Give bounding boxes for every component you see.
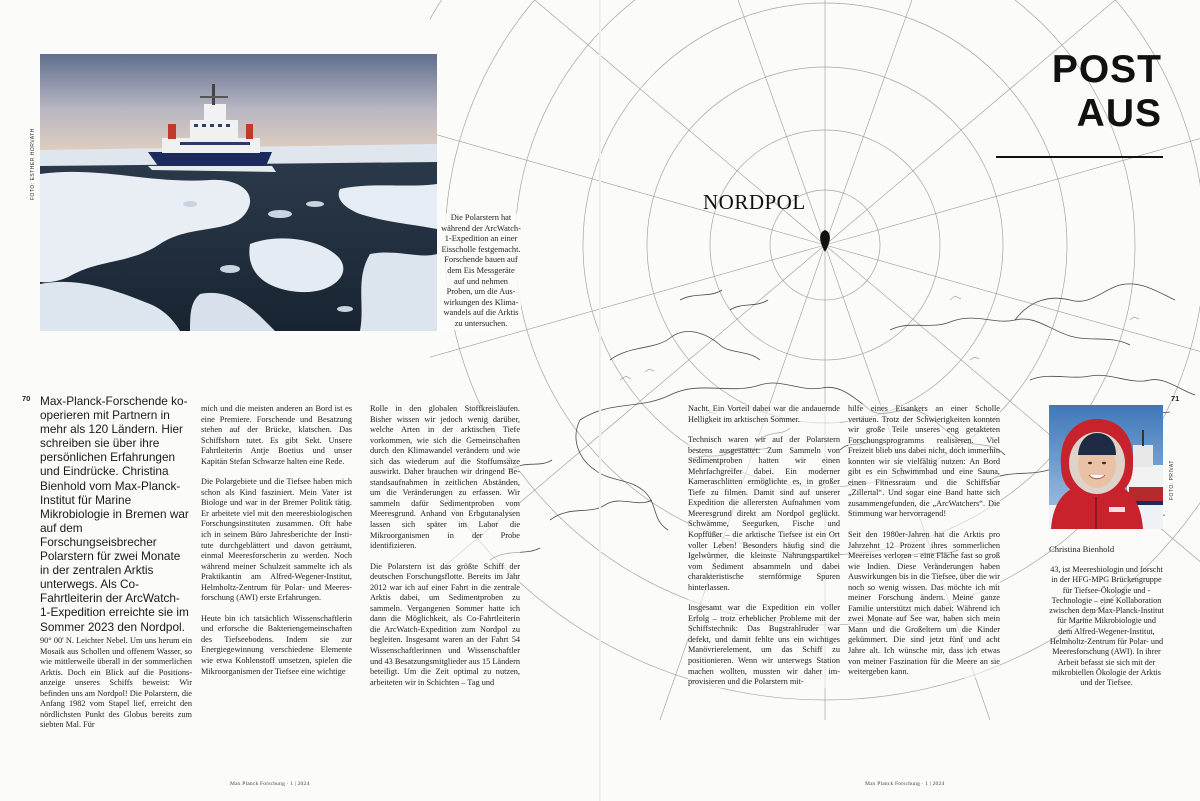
polarstern-photo	[40, 54, 437, 331]
paragraph: mich und die meisten anderen an Bord ist es eine Premiere. Forschende und Besatzung stehen auf der Brücke, klatschen. Das Schiffshorn tutet. Es gibt Sekt. Unsere Fahrtleiterin Antje Boetius und unser Kapitän Stefan Schwarze halten eine Rede.	[201, 404, 352, 466]
title-line-2: AUS	[1076, 92, 1162, 135]
text-column-3	[370, 404, 520, 688]
author-portrait	[1049, 405, 1163, 529]
paragraph: 90° 00' N. Leichter Nebel. Um uns herum ein Mosaik aus Schollen und offenem Wasser, so wie mittlerweile überall in der sommerlichen Arktis. Doch ein Blick auf die Positionsanzeige unseres Schiffs beweist: Wir befinden uns am Nordpol! Die Polarstern, die Anfang 1982 vom Stapel lief, erreicht den nördlichsten Punkt des Globus bereits zum siebten Mal. Für	[40, 636, 192, 730]
title-line-1: POST	[1051, 48, 1162, 91]
intro-text: Max-Planck-Forschende kooperieren mit Partnern in mehr als 120 Ländern. Hier schreiben sie über ihre persönlichen Erfahrungen und Eindrücke. Christina Bienhold vom Max-Planck-Institut für Marine Mikrobiologie in Bremen war auf dem Forschungseisbrecher Polarstern für zwei Monate in der zentralen Arktis unterwegs. Als Co-Fahrtleiterin der ArcWatch-1-Expedition erreichte sie im Sommer 2023 den Nordpol.	[40, 394, 189, 634]
page-title	[1052, 48, 1162, 136]
paragraph: Seit den 1980er-Jahren hat die Arktis pro Jahrzehnt 12 Prozent ihres sommerlichen Meereises verloren – eine Fläche fast so groß wie Indien. Diese Veränderungen haben Auswirkungen bis in die Tiefsee, über die wir noch so wenig wissen. Das möchte ich mit meiner Forschung ändern. Meine ganze Familie unterstützt mich dabei: Während ich zwei Monate auf See war, haben sich mein Mann und die Großeltern um die Kinder gekümmert. Die sind jetzt fünf und acht Jahre alt. Ich wünsche mir, dass ich etwas von meiner Faszination für die Meere an sie weitergeben kann.	[848, 530, 1000, 677]
page-number-left: 70	[22, 394, 31, 403]
text-column-1	[40, 636, 192, 731]
portrait-name: Christina Bienhold	[1049, 544, 1115, 554]
photo-credit-left: FOTO: ESTHER HORVATH	[30, 128, 36, 200]
paragraph: Rolle in den globalen Stoffkreisläufen. Bisher wissen wir jedoch wenig darüber, welche Arten in der arktischen Tiefe vorkommen, wie sich die Gemeinschaften durch den Klimawandel verändern und wie sich das wiederum auf die Stoffumsätze auswirkt. Daher brauchen wir dringend Bestandsaufnahmen in zeitlichen Abständen, um die Veränderungen zu erfassen. Wir sammeln dafür Sedimentproben vom Meeresgrund. Anhand von Erbgutanalysen lassen sich später im Labor die Mikroorganismen in der Probe identifizieren.	[370, 404, 520, 551]
paragraph: Heute bin ich tatsächlich Wissenschaftlerin und erforsche die Bakteriengemeinschaften des Tiefseebodens. Indem sie zur Energiegewinnung verschiedene Elemente wie etwa Kohlenstoff umsetzen, spielen die Mikroorganismen der Tiefsee eine wichtige	[201, 613, 352, 676]
paragraph: hilfe eines Eisankers an einer Scholle vertäuen. Trotz der Schwierigkeiten konnten wir große Teile unseres eng getakteten Forschungsprogramms realisieren. Viel Freizeit blieb uns dabei nicht, doch immerhin konnten wir sie vielfältig nutzen: An Bord gibt es ein Schwimmbad und eine Sauna, einen Fitnessraum und die Schiffsbar „Zillertal“. Und sogar eine Band hatte sich zusammengefunden, die „ArcWatchers“. Die Stimmung war hervorragend!	[848, 404, 1000, 519]
north-pole-label: NORDPOL	[703, 190, 806, 214]
text-column-2	[201, 404, 352, 677]
paragraph: Die Polargebiete und die Tiefsee haben mich schon als Kind fasziniert. Mein Vater ist Biologe und war in der Bremer Politik tätig. Er arbeitete viel mit den meeresbiologischen Forschungsinstituten zusammen. Oft habe ich in seinem Büro Jahresberichte der Institute durchgeblättert und davon geträumt, einmal Meeresforscherin zu werden. Noch während meiner Schulzeit sammelte ich als Praktikantin am Alfred-Wegener-Institut, Helmholtz-Zentrum für Polar- und Meeresforschung (AWI) erste Erfahrungen.	[201, 477, 352, 603]
title-rule	[996, 156, 1163, 158]
footer-left: Max Planck Forschung · 1 | 2024	[230, 781, 310, 787]
author-bio: 43, ist Meeresbiologin und forscht in der HFG-MPG Brückengruppe für Tiefsee-Ökologie und -Technologie – eine Kollaboration zwischen dem Max-Planck-Institut für Marine Mikrobiologie und dem Alfred-Wegener-Institut, Helmholtz-Zentrum für Polar- und Meeresforschung (AWI). In ihrer Arbeit befasst sie sich mit der mikrobiellen Ökologie der Arktis und der Tiefsee.	[1049, 565, 1164, 688]
paragraph: Insgesamt war die Expedition ein voller Erfolg – trotz erheblicher Probleme mit der Schiffstechnik: Das Bugstrahlruder war defekt, und damit fehlte uns ein wichtiges Manövrierelement, um das Schiff zu positionieren. Wenn wir unterwegs Station machen wollten, mussten wir daher improvisieren und die Polarstern mit-	[688, 603, 840, 687]
paragraph: Technisch waren wir auf der Polarstern bestens ausgestattet: Zum Sammeln von Sedimentproben hatten wir einen Mehrfachgreifer dabei. Ein moderner Kameraschlitten ermöglichte es, in großer Tiefe zu filmen. Damit sind auf unserer Expedition die allerersten Aufnahmen vom Meeresgrund direkt am Nordpol geglückt. Schwämme, Seegurken, Fische und Kopffüßer – die arktische Tiefsee ist ein Ort voller Leben! Besonders häufig sind die Igelwürmer, die kleinste Nahrungspartikel vom Sediment absammeln und dabei charakteristische sternförmige Spuren hinterlassen.	[688, 435, 840, 592]
text-column-5	[848, 404, 1000, 678]
north-pole-pin	[820, 230, 830, 252]
text-column-4	[688, 404, 840, 688]
page-gutter	[599, 0, 601, 801]
paragraph: Die Polarstern ist das größte Schiff der deutschen Forschungsflotte. Bereits im Jahr 2012 war ich auf einer Fahrt in die zentrale Arktis dabei, um Sedimentproben zu sammeln. Vergangenen Sommer hatte ich dann die Möglichkeit, als Co-Fahrtleiterin die ArcWatch-Expedition zum Nordpol zu begleiten. Insgesamt waren an der Fahrt 54 Wissenschaftlerinnen und Wissenschaftler und 43 Besatzungsmitglieder aus 15 Ländern beteiligt. Um die Zeit optimal zu nutzen, arbeiteten wir in Schichten – Tag und	[370, 561, 521, 687]
footer-right: Max Planck Forschung · 1 | 2024	[865, 781, 945, 787]
photo-caption: Die Polarstern hat während der ArcWatch-1-Expedition an einer Eisscholle festgemacht. Forschende bauen auf dem Eis Messgeräte auf und nehmen Proben, um die Auswirkungen des Klimawandels auf die Arktis zu untersuchen.	[441, 213, 521, 328]
page-number-right: 71	[1171, 394, 1180, 403]
photo-credit-right: FOTO: PRIVAT	[1169, 460, 1175, 500]
paragraph: Nacht. Ein Vorteil dabei war die andauernde Helligkeit im arktischen Sommer.	[688, 404, 840, 424]
